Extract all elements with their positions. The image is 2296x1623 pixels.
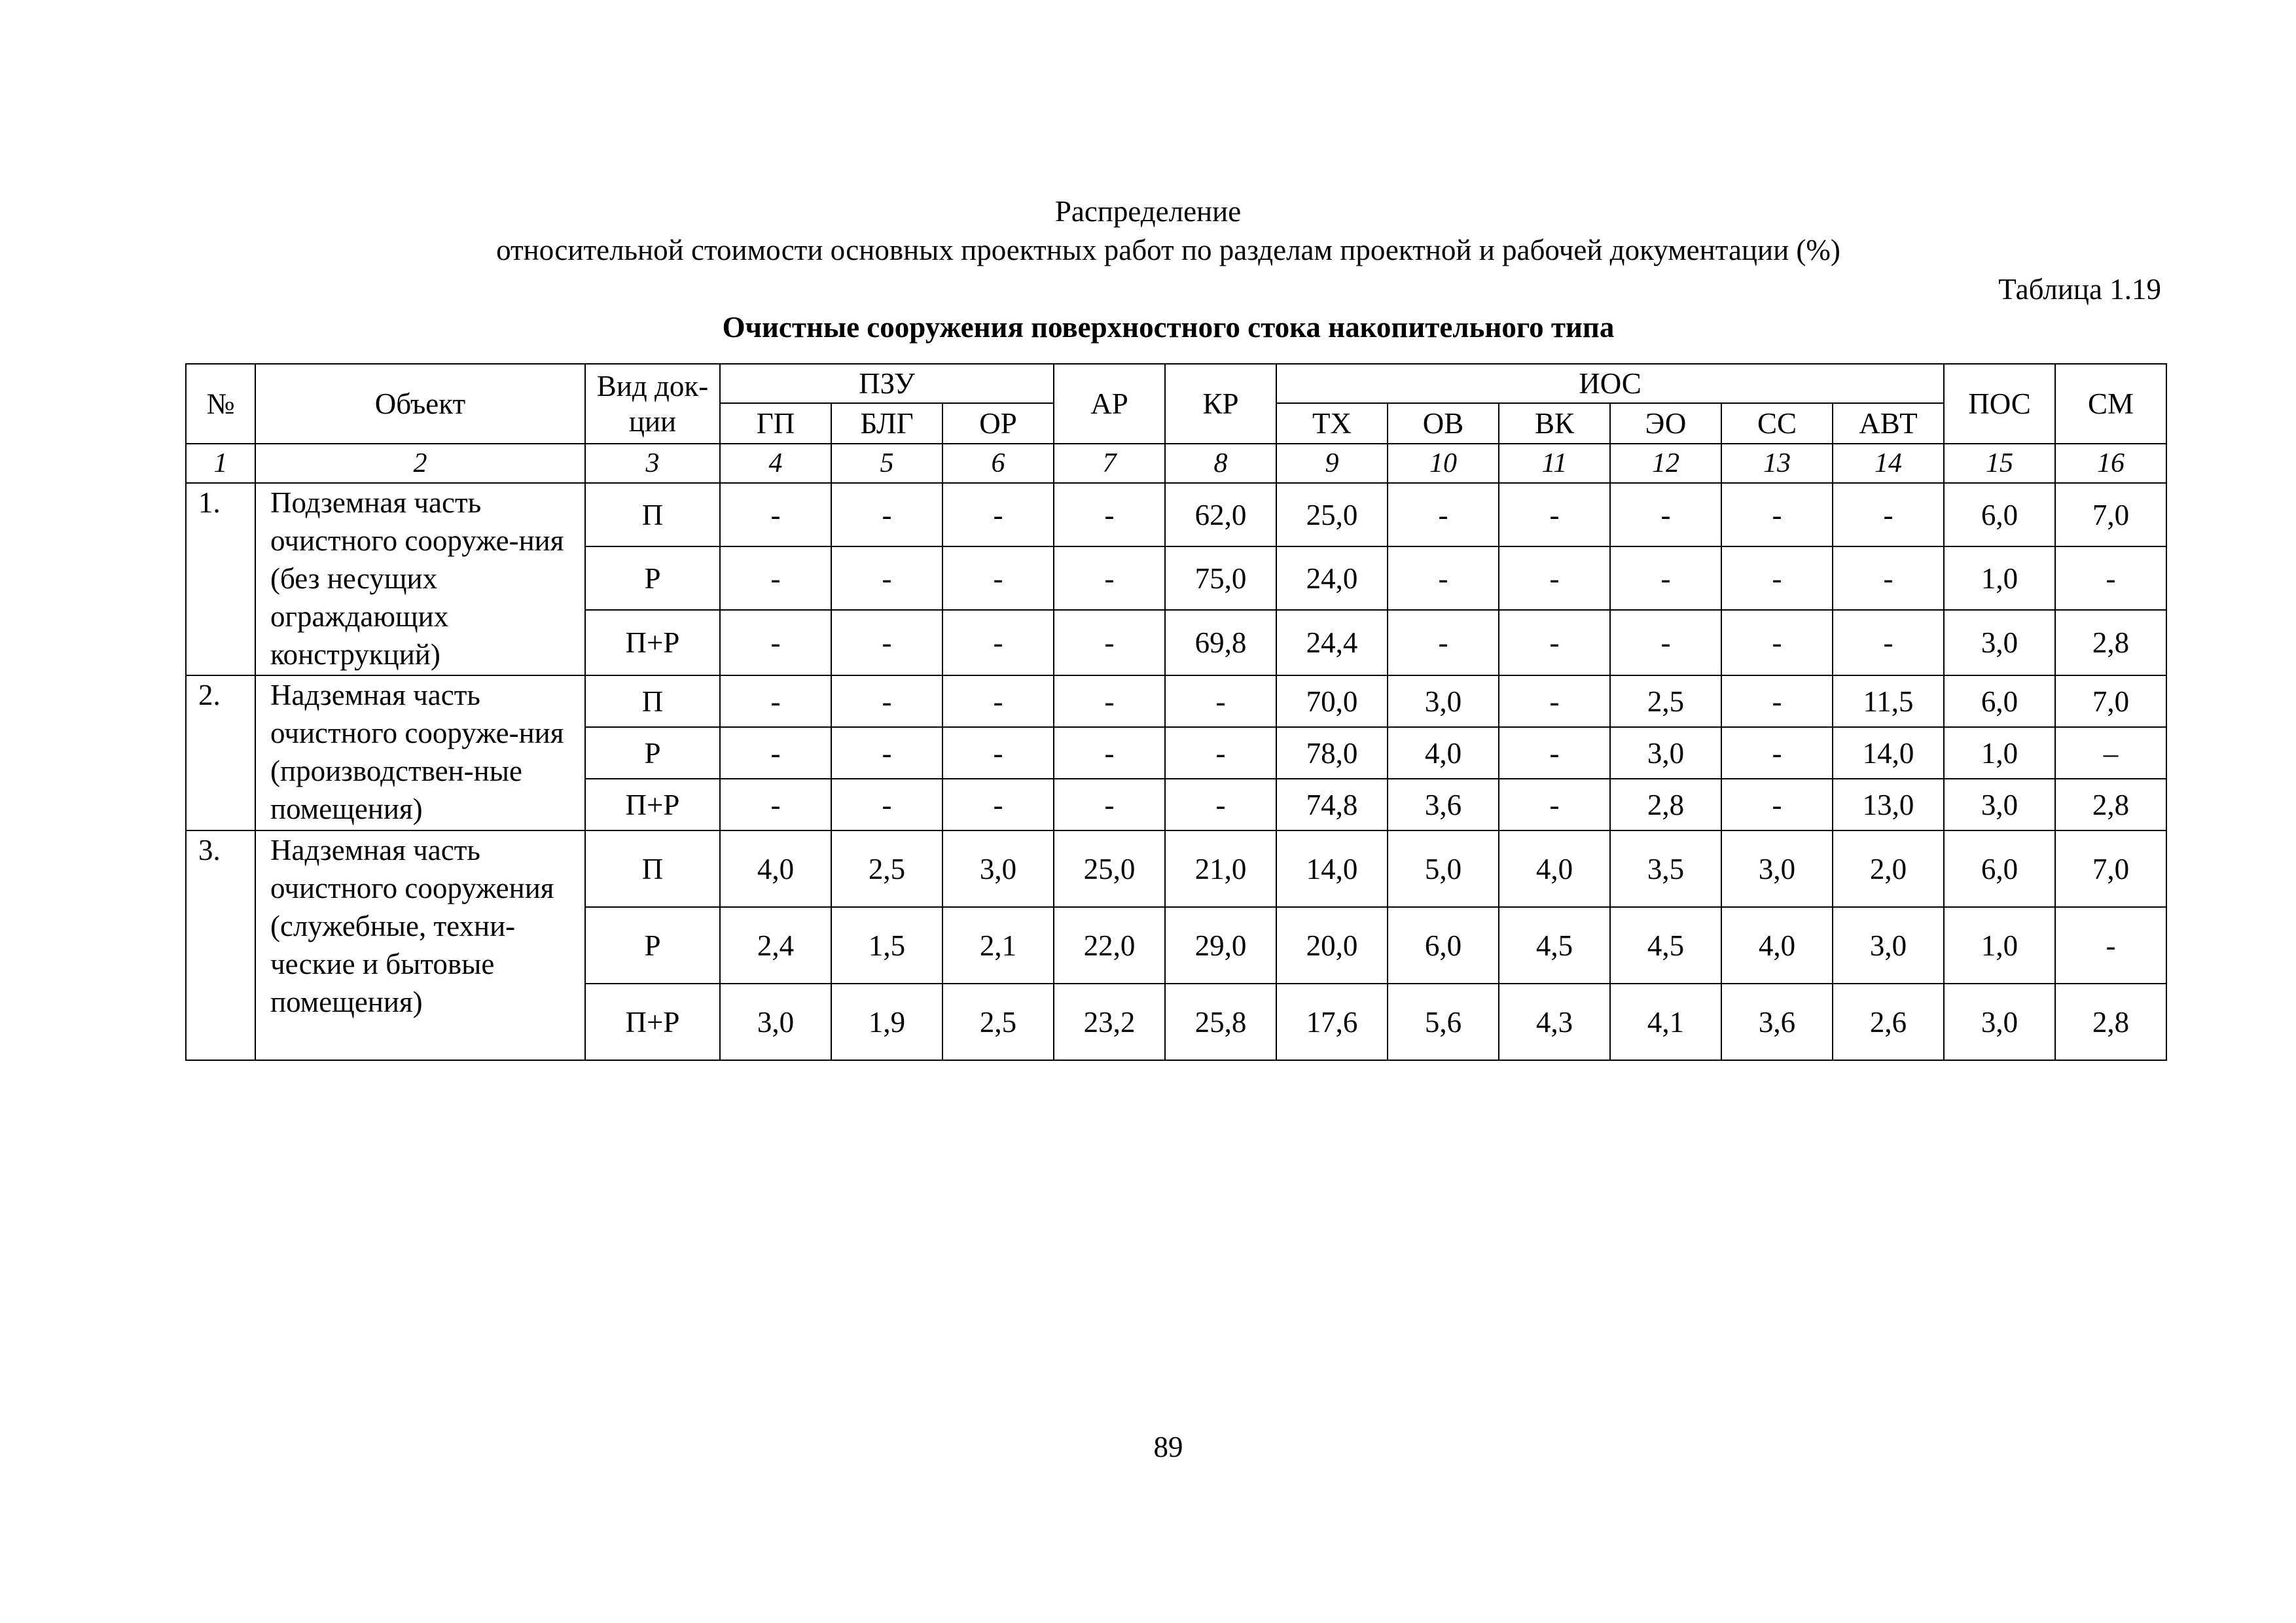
value-cell: 7,0 <box>2055 830 2166 907</box>
value-cell: 2,1 <box>942 907 1054 984</box>
value-cell: - <box>1165 675 1276 727</box>
row-number: 1. <box>186 483 255 675</box>
value-cell: - <box>1721 610 1833 675</box>
value-cell: 25,0 <box>1054 830 1165 907</box>
value-cell: - <box>720 675 831 727</box>
header-pzu: ПЗУ <box>720 364 1054 403</box>
value-cell: - <box>1499 779 1610 830</box>
value-cell: 4,0 <box>1499 830 1610 907</box>
value-cell: 3,0 <box>1610 727 1721 779</box>
column-index-cell: 14 <box>1833 444 1944 483</box>
header-ss: СС <box>1721 403 1833 444</box>
value-cell: 14,0 <box>1276 830 1388 907</box>
cost-distribution-table <box>185 363 2167 1061</box>
value-cell: 3,0 <box>942 830 1054 907</box>
value-cell: - <box>942 779 1054 830</box>
column-index-cell: 10 <box>1388 444 1499 483</box>
column-index-cell: 2 <box>255 444 585 483</box>
value-cell: 6,0 <box>1388 907 1499 984</box>
doc-type-cell: П+Р <box>585 610 720 675</box>
column-index-cell: 13 <box>1721 444 1833 483</box>
value-cell: - <box>942 483 1054 546</box>
value-cell: 4,5 <box>1499 907 1610 984</box>
value-cell: 3,5 <box>1610 830 1721 907</box>
table-row <box>186 675 2166 727</box>
doc-type-cell: П <box>585 830 720 907</box>
table-row <box>186 830 2166 907</box>
value-cell: - <box>831 546 942 610</box>
value-cell: - <box>942 675 1054 727</box>
value-cell: 11,5 <box>1833 675 1944 727</box>
doc-type-cell: П <box>585 675 720 727</box>
column-index-cell: 6 <box>942 444 1054 483</box>
header-num: № <box>186 364 255 444</box>
value-cell: - <box>1610 546 1721 610</box>
value-cell: 3,0 <box>720 984 831 1060</box>
value-cell: 2,8 <box>2055 984 2166 1060</box>
value-cell: 2,8 <box>2055 610 2166 675</box>
value-cell: 17,6 <box>1276 984 1388 1060</box>
value-cell: 4,0 <box>1721 907 1833 984</box>
value-cell: - <box>2055 907 2166 984</box>
header-object: Объект <box>255 364 585 444</box>
value-cell: 5,0 <box>1388 830 1499 907</box>
value-cell: 6,0 <box>1944 675 2055 727</box>
value-cell: 24,4 <box>1276 610 1388 675</box>
value-cell: - <box>1499 727 1610 779</box>
value-cell: - <box>1721 675 1833 727</box>
value-cell: 4,5 <box>1610 907 1721 984</box>
value-cell: 1,9 <box>831 984 942 1060</box>
header-ov: ОВ <box>1388 403 1499 444</box>
value-cell: 5,6 <box>1388 984 1499 1060</box>
object-name: Подземная часть очистного сооруже-ния (без несущих ограждающих конструкций) <box>255 483 585 675</box>
column-index-cell: 11 <box>1499 444 1610 483</box>
table-label: Таблица 1.19 <box>1998 273 2161 306</box>
value-cell: 4,0 <box>1388 727 1499 779</box>
value-cell: 2,5 <box>831 830 942 907</box>
value-cell: - <box>1721 727 1833 779</box>
header-kr: КР <box>1165 364 1276 444</box>
value-cell: - <box>1833 546 1944 610</box>
value-cell: - <box>1610 610 1721 675</box>
value-cell: 3,0 <box>1388 675 1499 727</box>
value-cell: 3,0 <box>1944 610 2055 675</box>
doc-type-cell: П+Р <box>585 984 720 1060</box>
value-cell: 25,0 <box>1276 483 1388 546</box>
value-cell: 2,5 <box>942 984 1054 1060</box>
header-tx: ТХ <box>1276 403 1388 444</box>
value-cell: 6,0 <box>1944 483 2055 546</box>
value-cell: 4,3 <box>1499 984 1610 1060</box>
value-cell: 4,1 <box>1610 984 1721 1060</box>
value-cell: - <box>1165 779 1276 830</box>
value-cell: 70,0 <box>1276 675 1388 727</box>
doc-type-cell: Р <box>585 546 720 610</box>
value-cell: - <box>2055 546 2166 610</box>
header-eo: ЭО <box>1610 403 1721 444</box>
column-index-cell: 1 <box>186 444 255 483</box>
value-cell: 13,0 <box>1833 779 1944 830</box>
value-cell: - <box>720 546 831 610</box>
header-gp: ГП <box>720 403 831 444</box>
column-index-cell: 8 <box>1165 444 1276 483</box>
header-vk: ВК <box>1499 403 1610 444</box>
doc-type-cell: П <box>585 483 720 546</box>
value-cell: - <box>1499 610 1610 675</box>
value-cell: - <box>720 727 831 779</box>
value-cell: - <box>1054 727 1165 779</box>
column-index-cell: 3 <box>585 444 720 483</box>
value-cell: - <box>942 727 1054 779</box>
header-sm: СМ <box>2055 364 2166 444</box>
value-cell: - <box>1833 610 1944 675</box>
value-cell: 23,2 <box>1054 984 1165 1060</box>
header-row-1 <box>186 364 2166 403</box>
value-cell: 14,0 <box>1833 727 1944 779</box>
value-cell: 75,0 <box>1165 546 1276 610</box>
value-cell: - <box>1499 483 1610 546</box>
value-cell: – <box>2055 727 2166 779</box>
value-cell: 1,0 <box>1944 907 2055 984</box>
page-number: 89 <box>1153 1431 1183 1463</box>
value-cell: - <box>720 779 831 830</box>
value-cell: - <box>1054 675 1165 727</box>
doc-type-cell: П+Р <box>585 779 720 830</box>
value-cell: 2,8 <box>2055 779 2166 830</box>
value-cell: - <box>1833 483 1944 546</box>
value-cell: - <box>831 727 942 779</box>
value-cell: 3,0 <box>1944 984 2055 1060</box>
value-cell: 1,0 <box>1944 546 2055 610</box>
value-cell: 21,0 <box>1165 830 1276 907</box>
value-cell: 3,0 <box>1721 830 1833 907</box>
value-cell: - <box>1499 546 1610 610</box>
value-cell: 1,0 <box>1944 727 2055 779</box>
value-cell: - <box>1054 779 1165 830</box>
value-cell: - <box>1388 610 1499 675</box>
value-cell: - <box>831 675 942 727</box>
value-cell: 62,0 <box>1165 483 1276 546</box>
value-cell: 25,8 <box>1165 984 1276 1060</box>
value-cell: - <box>1388 483 1499 546</box>
row-number: 2. <box>186 675 255 830</box>
value-cell: - <box>831 483 942 546</box>
column-index-cell: 9 <box>1276 444 1388 483</box>
value-cell: - <box>1499 675 1610 727</box>
table-subtitle: Очистные сооружения поверхностного стока накопительного типа <box>722 311 1615 344</box>
value-cell: - <box>720 483 831 546</box>
value-cell: 1,5 <box>831 907 942 984</box>
header-blg: БЛГ <box>831 403 942 444</box>
doc-type-cell: Р <box>585 727 720 779</box>
value-cell: - <box>1054 546 1165 610</box>
header-ar: АР <box>1054 364 1165 444</box>
value-cell: 3,6 <box>1388 779 1499 830</box>
value-cell: - <box>720 610 831 675</box>
value-cell: 2,6 <box>1833 984 1944 1060</box>
value-cell: - <box>831 610 942 675</box>
value-cell: - <box>1054 483 1165 546</box>
column-index-cell: 7 <box>1054 444 1165 483</box>
heading-line-2: относительной стоимости основных проектных работ по разделам проектной и рабочей документации (%) <box>496 234 1840 266</box>
value-cell: - <box>1721 483 1833 546</box>
value-cell: 6,0 <box>1944 830 2055 907</box>
value-cell: 3,0 <box>1833 907 1944 984</box>
value-cell: 2,0 <box>1833 830 1944 907</box>
value-cell: 29,0 <box>1165 907 1276 984</box>
header-doc-type: Вид док-ции <box>585 364 720 444</box>
value-cell: 4,0 <box>720 830 831 907</box>
value-cell: - <box>1721 779 1833 830</box>
heading-line-1: Распределение <box>1054 195 1242 228</box>
column-index-row <box>186 444 2166 483</box>
value-cell: 20,0 <box>1276 907 1388 984</box>
value-cell: 2,8 <box>1610 779 1721 830</box>
value-cell: - <box>1610 483 1721 546</box>
value-cell: - <box>1165 727 1276 779</box>
value-cell: - <box>831 779 942 830</box>
value-cell: 2,4 <box>720 907 831 984</box>
value-cell: - <box>1054 610 1165 675</box>
table-row <box>186 483 2166 546</box>
column-index-cell: 5 <box>831 444 942 483</box>
value-cell: - <box>1388 546 1499 610</box>
object-name: Надземная часть очистного сооружения (служебные, техни-ческие и бытовые помещения) <box>255 830 585 1060</box>
value-cell: 74,8 <box>1276 779 1388 830</box>
value-cell: 22,0 <box>1054 907 1165 984</box>
value-cell: 7,0 <box>2055 675 2166 727</box>
value-cell: - <box>942 610 1054 675</box>
object-name: Надземная часть очистного сооруже-ния (производствен-ные помещения) <box>255 675 585 830</box>
value-cell: - <box>1721 546 1833 610</box>
value-cell: 3,6 <box>1721 984 1833 1060</box>
value-cell: 24,0 <box>1276 546 1388 610</box>
row-number: 3. <box>186 830 255 1060</box>
column-index-cell: 12 <box>1610 444 1721 483</box>
value-cell: 3,0 <box>1944 779 2055 830</box>
value-cell: 69,8 <box>1165 610 1276 675</box>
value-cell: 7,0 <box>2055 483 2166 546</box>
header-ios: ИОС <box>1276 364 1944 403</box>
column-index-cell: 16 <box>2055 444 2166 483</box>
header-pos: ПОС <box>1944 364 2055 444</box>
header-avt: АВТ <box>1833 403 1944 444</box>
column-index-cell: 15 <box>1944 444 2055 483</box>
value-cell: 2,5 <box>1610 675 1721 727</box>
header-or: ОР <box>942 403 1054 444</box>
column-index-cell: 4 <box>720 444 831 483</box>
value-cell: 78,0 <box>1276 727 1388 779</box>
doc-type-cell: Р <box>585 907 720 984</box>
value-cell: - <box>942 546 1054 610</box>
